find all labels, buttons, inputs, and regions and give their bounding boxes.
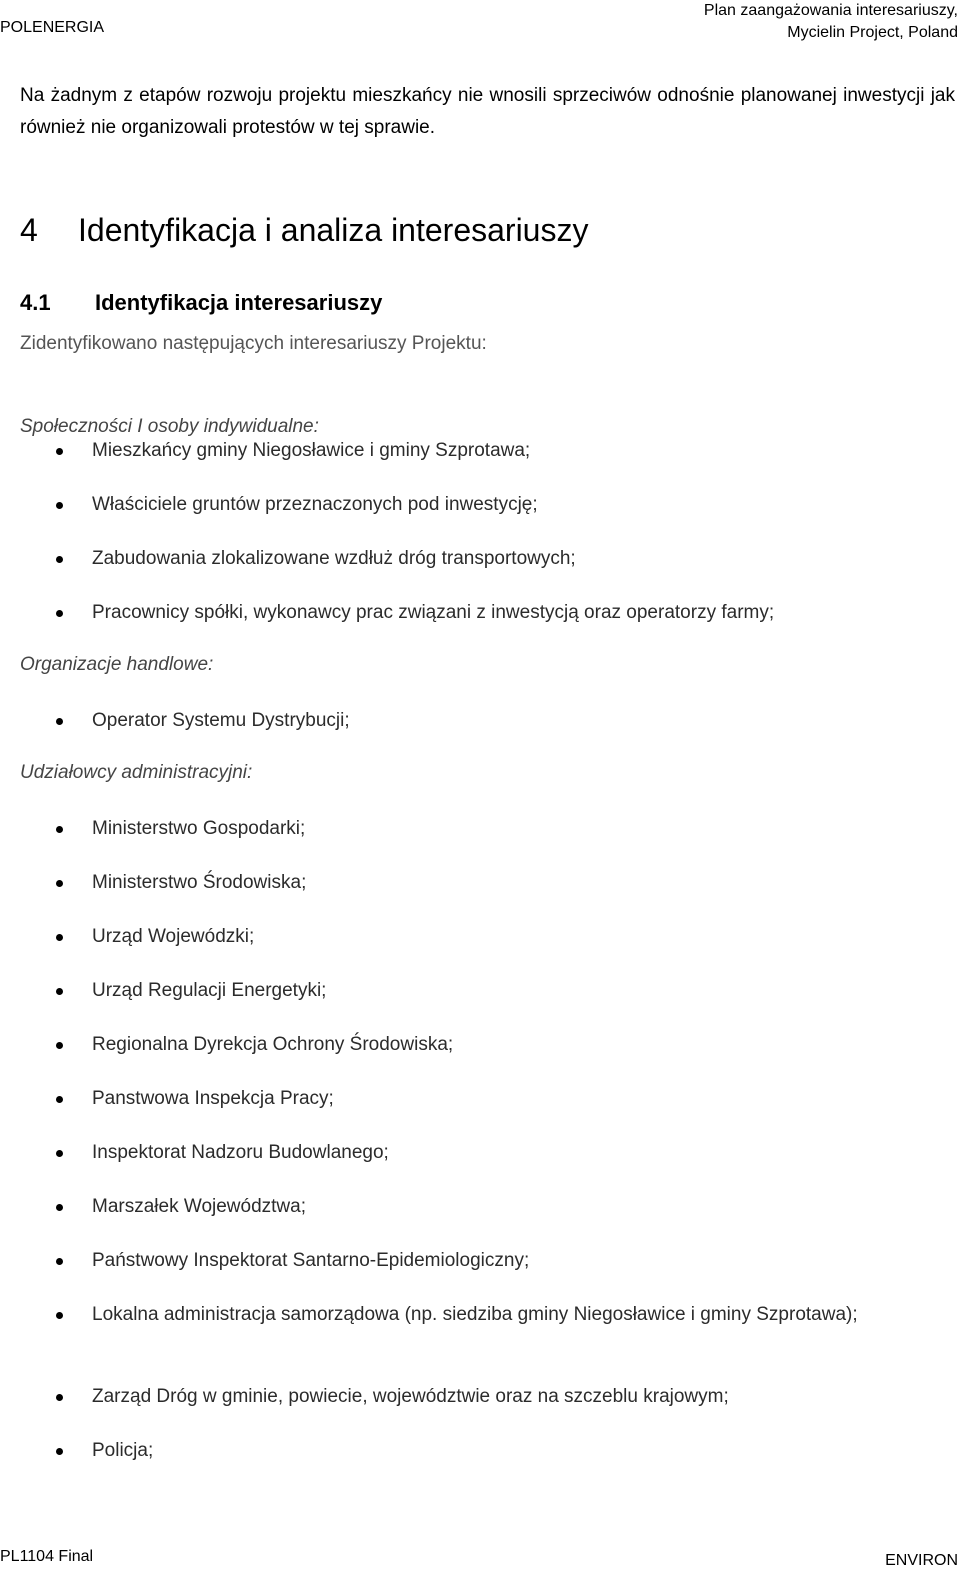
footer-doc-id: PL1104 Final xyxy=(0,1548,94,1565)
section-number: 4 xyxy=(20,212,38,248)
bullet-icon xyxy=(56,934,63,941)
bullet-icon xyxy=(56,1096,63,1103)
bullet-icon xyxy=(56,718,63,725)
bullet-icon xyxy=(56,1312,63,1319)
list-item: Zabudowania zlokalizowane wzdłuż dróg transportowych; xyxy=(92,548,576,569)
category-label: Społeczności I osoby indywidualne: xyxy=(20,416,319,437)
subsection-heading xyxy=(20,290,382,316)
list-item: Ministerstwo Środowiska; xyxy=(92,872,307,893)
subsection-title: Identyfikacja interesariuszy xyxy=(95,290,383,315)
list-item: Ministerstwo Gospodarki; xyxy=(92,818,306,839)
bullet-icon xyxy=(56,556,63,563)
header-title-line2: Mycielin Project, Poland xyxy=(787,24,958,41)
list-item: Operator Systemu Dystrybucji; xyxy=(92,710,350,731)
list-item: Lokalna administracja samorządowa (np. siedziba gminy Niegosławice i gminy Szprotawa); xyxy=(92,1304,858,1325)
header-company: POLENERGIA xyxy=(0,19,105,36)
bullet-icon xyxy=(56,880,63,887)
section-heading xyxy=(20,212,588,249)
list-item: Marszałek Województwa; xyxy=(92,1196,307,1217)
bullet-icon xyxy=(56,826,63,833)
category-label: Udziałowcy administracyjni: xyxy=(20,762,253,783)
section-title: Identyfikacja i analiza interesariuszy xyxy=(78,212,589,248)
list-item: Właściciele gruntów przeznaczonych pod inwestycję; xyxy=(92,494,538,515)
bullet-icon xyxy=(56,1150,63,1157)
header-title-line1: Plan zaangażowania interesariuszy, xyxy=(703,2,958,19)
bullet-icon xyxy=(56,988,63,995)
list-item: Inspektorat Nadzoru Budowlanego; xyxy=(92,1142,389,1163)
subsection-number: 4.1 xyxy=(20,290,51,315)
intro-paragraph: Na żadnym z etapów rozwoju projektu mieszkańcy nie wnosili sprzeciwów odnośnie planowanej inwestycji jak również nie organizowali protestów w tej sprawie. xyxy=(20,85,955,138)
list-item: Regionalna Dyrekcja Ochrony Środowiska; xyxy=(92,1034,454,1055)
bullet-icon xyxy=(56,1042,63,1049)
bullet-icon xyxy=(56,448,63,455)
list-item: Urząd Regulacji Energetyki; xyxy=(92,980,327,1001)
list-item: Mieszkańcy gminy Niegosławice i gminy Szprotawa; xyxy=(92,440,531,461)
list-item: Państwowy Inspektorat Santarno-Epidemiologiczny; xyxy=(92,1250,530,1271)
header-title xyxy=(704,0,958,44)
bullet-icon xyxy=(56,1394,63,1401)
list-item: Urząd Wojewódzki; xyxy=(92,926,255,947)
list-item: Panstwowa Inspekcja Pracy; xyxy=(92,1088,334,1109)
bullet-icon xyxy=(56,1204,63,1211)
list-item: Policja; xyxy=(92,1440,154,1461)
bullet-icon xyxy=(56,1258,63,1265)
list-item: Pracownicy spółki, wykonawcy prac związani z inwestycją oraz operatorzy farmy; xyxy=(92,602,775,623)
bullet-icon xyxy=(56,610,63,617)
intro-line: Zidentyfikowano następujących interesariuszy Projektu: xyxy=(20,333,487,354)
bullet-icon xyxy=(56,502,63,509)
bullet-icon xyxy=(56,1448,63,1455)
category-label: Organizacje handlowe: xyxy=(20,654,214,675)
list-item: Zarząd Dróg w gminie, powiecie, województwie oraz na szczeblu krajowym; xyxy=(92,1386,729,1407)
footer-brand: ENVIRON xyxy=(885,1552,958,1569)
